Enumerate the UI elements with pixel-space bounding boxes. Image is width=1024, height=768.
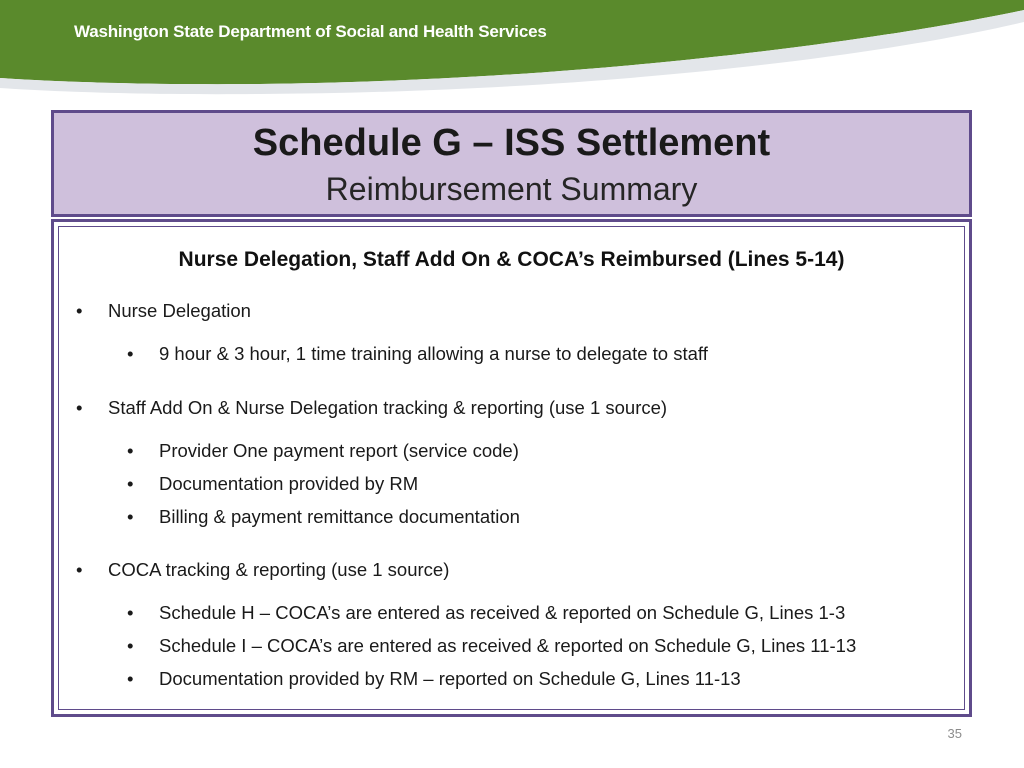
banner-swoosh: [0, 0, 1024, 100]
bullet-icon: •: [76, 559, 83, 580]
section-label: Nurse Delegation: [108, 300, 251, 321]
bullet-icon: •: [76, 397, 83, 418]
header-banner: [0, 0, 1024, 100]
slide-title: Schedule G – ISS Settlement: [252, 122, 771, 164]
slide-subtitle: Reimbursement Summary: [325, 171, 698, 207]
page-number: 35: [947, 726, 962, 741]
list-item-text: Billing & payment remittance documentation: [159, 506, 520, 527]
content-box: [51, 219, 972, 717]
list-item-text: Schedule H – COCA’s are entered as received & reported on Schedule G, Lines 1-3: [159, 602, 846, 623]
bullet-icon: •: [127, 440, 134, 461]
list-item-text: 9 hour & 3 hour, 1 time training allowing a nurse to delegate to staff: [159, 343, 708, 364]
list-item-text: Documentation provided by RM: [159, 473, 419, 494]
bullet-icon: •: [127, 602, 134, 623]
title-box: [51, 110, 972, 217]
bullet-icon: •: [127, 473, 134, 494]
list-item-text: Documentation provided by RM – reported on Schedule G, Lines 11-13: [159, 668, 741, 689]
bullet-icon: •: [127, 506, 134, 527]
bullet-icon: •: [127, 635, 134, 656]
section-label: COCA tracking & reporting (use 1 source): [108, 559, 450, 580]
list-item-text: Provider One payment report (service code): [159, 440, 519, 461]
bullet-icon: •: [127, 668, 134, 689]
list-item-text: Schedule I – COCA’s are entered as received & reported on Schedule G, Lines 11-13: [159, 635, 857, 656]
content-heading: Nurse Delegation, Staff Add On & COCA’s Reimbursed (Lines 5-14): [178, 248, 845, 271]
org-name: Washington State Department of Social and Health Services: [74, 22, 547, 41]
bullet-icon: •: [127, 343, 134, 364]
section-label: Staff Add On & Nurse Delegation tracking & reporting (use 1 source): [108, 397, 668, 418]
bullet-icon: •: [76, 300, 83, 321]
content-inner-border: [58, 226, 965, 710]
